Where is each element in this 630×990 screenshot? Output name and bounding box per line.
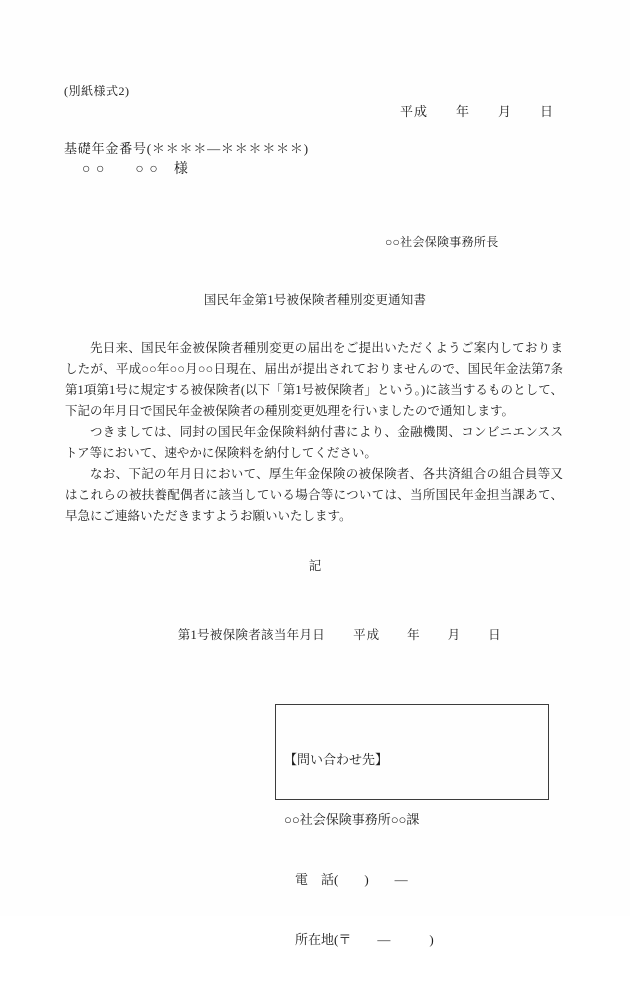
contact-box-heading: 【問い合わせ先】 [284, 752, 389, 767]
entitlement-date-value: 平成 年 月 日 [353, 628, 502, 642]
addressee-name: ○ ○ ○ ○ 様 [82, 162, 189, 177]
body-paragraph: なお、下記の年月日において、厚生年金保険の被保険者、各共済組合の組合員等又はこれらの被扶養配偶者に該当している場合等については、当所国民年金担当課あて、早急にご連絡いただきますようお願いいたします。 [65, 467, 563, 523]
contact-address-line: 所在地(〒 ― ) [295, 932, 434, 947]
entitlement-date-line [164, 610, 502, 658]
form-style-label: (別紙様式2) [64, 84, 130, 98]
basic-pension-number: 基礎年金番号(＊＊＊＊―＊＊＊＊＊＊) [64, 141, 309, 156]
contact-phone-line: 電 話( ) ― [295, 872, 408, 887]
body-text [65, 338, 563, 527]
record-marker: 記 [308, 559, 322, 573]
contact-box [275, 704, 549, 947]
document-title: 国民年金第1号被保険者種別変更通知書 [203, 293, 427, 307]
body-paragraph: つきましては、同封の国民年金保険料納付書により、金融機関、コンビニエンスストア等において、速やかに保険料を納付してください。 [65, 425, 563, 460]
issue-date-line: 平成 年 月 日 [399, 104, 554, 119]
entitlement-date-label: 第1号被保険者該当年月日 [177, 628, 326, 642]
contact-office-name: ○○社会保険事務所○○課 [284, 812, 420, 827]
body-paragraph: 先日来、国民年金被保険者種別変更の届出をご提出いただくようご案内しておりましたが、平成○○年○○月○○日現在、届出が提出されておりませんので、国民年金法第7条第1項第1号に規定する被保険者(以下「第1号被保険者」という。)に該当するものとして、下記の年月日で国民年金被保険者の種別変更処理を行いましたので通知します。 [65, 341, 563, 418]
sender-office-director: ○○社会保険事務所長 [385, 235, 499, 249]
